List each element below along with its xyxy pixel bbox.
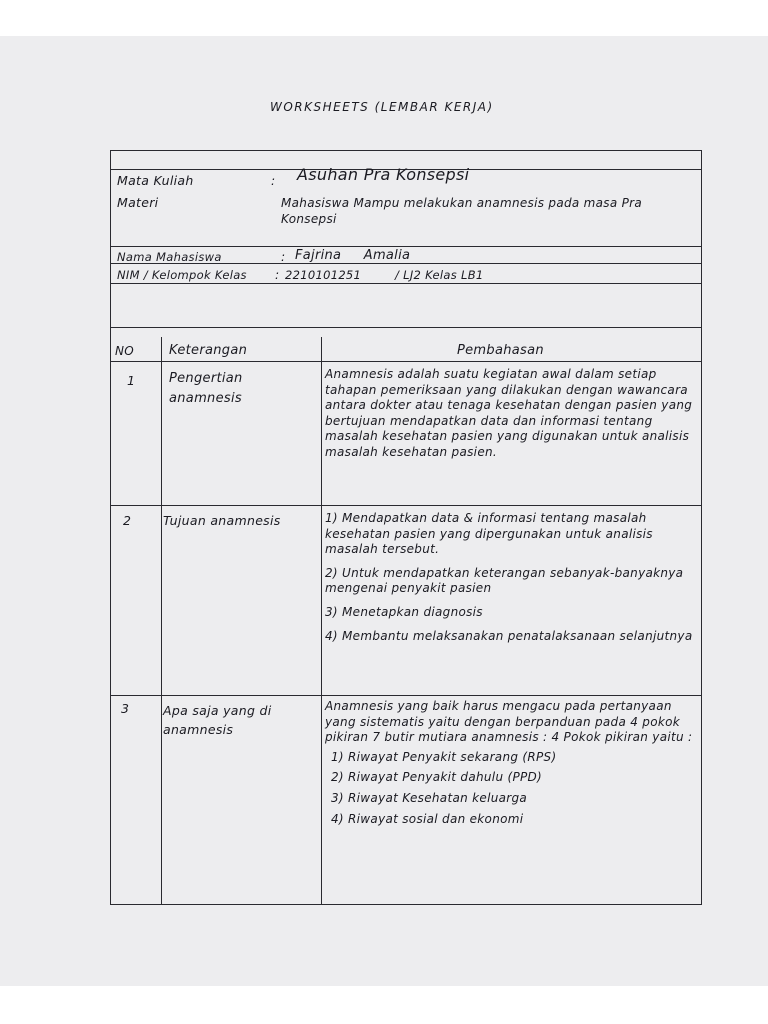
nama-value: Fajrina Amalia [295, 248, 411, 263]
rule [111, 695, 701, 696]
column-divider [161, 337, 162, 904]
nim-value: 2210101251 [285, 268, 362, 282]
row-1-no: 1 [127, 373, 136, 388]
row-3-no: 3 [121, 701, 130, 716]
rule [111, 327, 701, 328]
row-1-keterangan: Pengertian anamnesis [169, 371, 243, 406]
row-2-keterangan: Tujuan anamnesis [163, 513, 281, 528]
materi-label: Materi [117, 195, 159, 210]
header-pembahasan: Pembahasan [457, 343, 544, 358]
rule [111, 246, 701, 247]
colon: : [275, 267, 280, 282]
mata-kuliah-value: Asuhan Pra Konsepsi [297, 165, 470, 184]
row-3-point-4: 4) Riwayat sosial dan ekonomi [331, 811, 524, 826]
nama-label: Nama Mahasiswa [117, 250, 222, 264]
colon: : [281, 249, 286, 264]
worksheet-title: WORKSHEETS (LEMBAR KERJA) [270, 100, 494, 114]
row-3-point-2: 2) Riwayat Penyakit dahulu (PPD) [331, 770, 543, 785]
row-2-point-2: 2) Untuk mendapatkan keterangan sebanyak-banyaknya mengenai penyakit pasien [325, 565, 684, 596]
materi-value: Mahasiswa Mampu melakukan anamnesis pada masa Pra Konsepsi [281, 196, 643, 226]
row-2-point-3: 3) Menetapkan diagnosis [325, 604, 483, 619]
row-3-point-3: 3) Riwayat Kesehatan keluarga [331, 790, 528, 805]
worksheet-table [110, 150, 702, 905]
header-keterangan: Keterangan [169, 343, 248, 358]
row-3-intro: Anamnesis yang baik harus mengacu pada pertanyaan yang sistematis yaitu dengan berpanduan pada 4 pokok pikiran 7 butir mutiara anamnesis : 4 Pokok pikiran yaitu : [325, 699, 693, 745]
rule [111, 505, 701, 506]
row-3-keterangan: Apa saja yang di anamnesis [163, 703, 272, 737]
row-2-no: 2 [123, 513, 132, 528]
row-2-pembahasan [325, 511, 699, 644]
header-no: NO [115, 344, 135, 358]
kelas-value: / LJ2 Kelas LB1 [395, 268, 484, 282]
rule [111, 361, 701, 362]
row-1-pembahasan [325, 367, 699, 461]
rule [111, 283, 701, 284]
row-3-point-1: 1) Riwayat Penyakit sekarang (RPS) [331, 749, 557, 764]
column-divider [321, 337, 322, 904]
row-2-point-4: 4) Membantu melaksanakan penatalaksanaan selanjutnya [325, 628, 693, 643]
row-1-text: Anamnesis adalah suatu kegiatan awal dalam setiap tahapan pemeriksaan yang dilakukan dengan wawancara antara dokter atau tenaga kesehatan dengan pasien yang bertujuan mendapatkan data dan informasi tentang masalah kesehatan pasien yang digunakan untuk analisis masalah kesehatan pasien. [325, 367, 693, 459]
mata-kuliah-label: Mata Kuliah [117, 173, 194, 188]
nim-label: NIM / Kelompok Kelas [117, 268, 247, 282]
colon: : [271, 173, 276, 188]
row-3-pembahasan [325, 699, 699, 827]
row-2-point-1: 1) Mendapatkan data & informasi tentang masalah kesehatan pasien yang dipergunakan untuk analisis masalah tersebut. [325, 511, 653, 557]
